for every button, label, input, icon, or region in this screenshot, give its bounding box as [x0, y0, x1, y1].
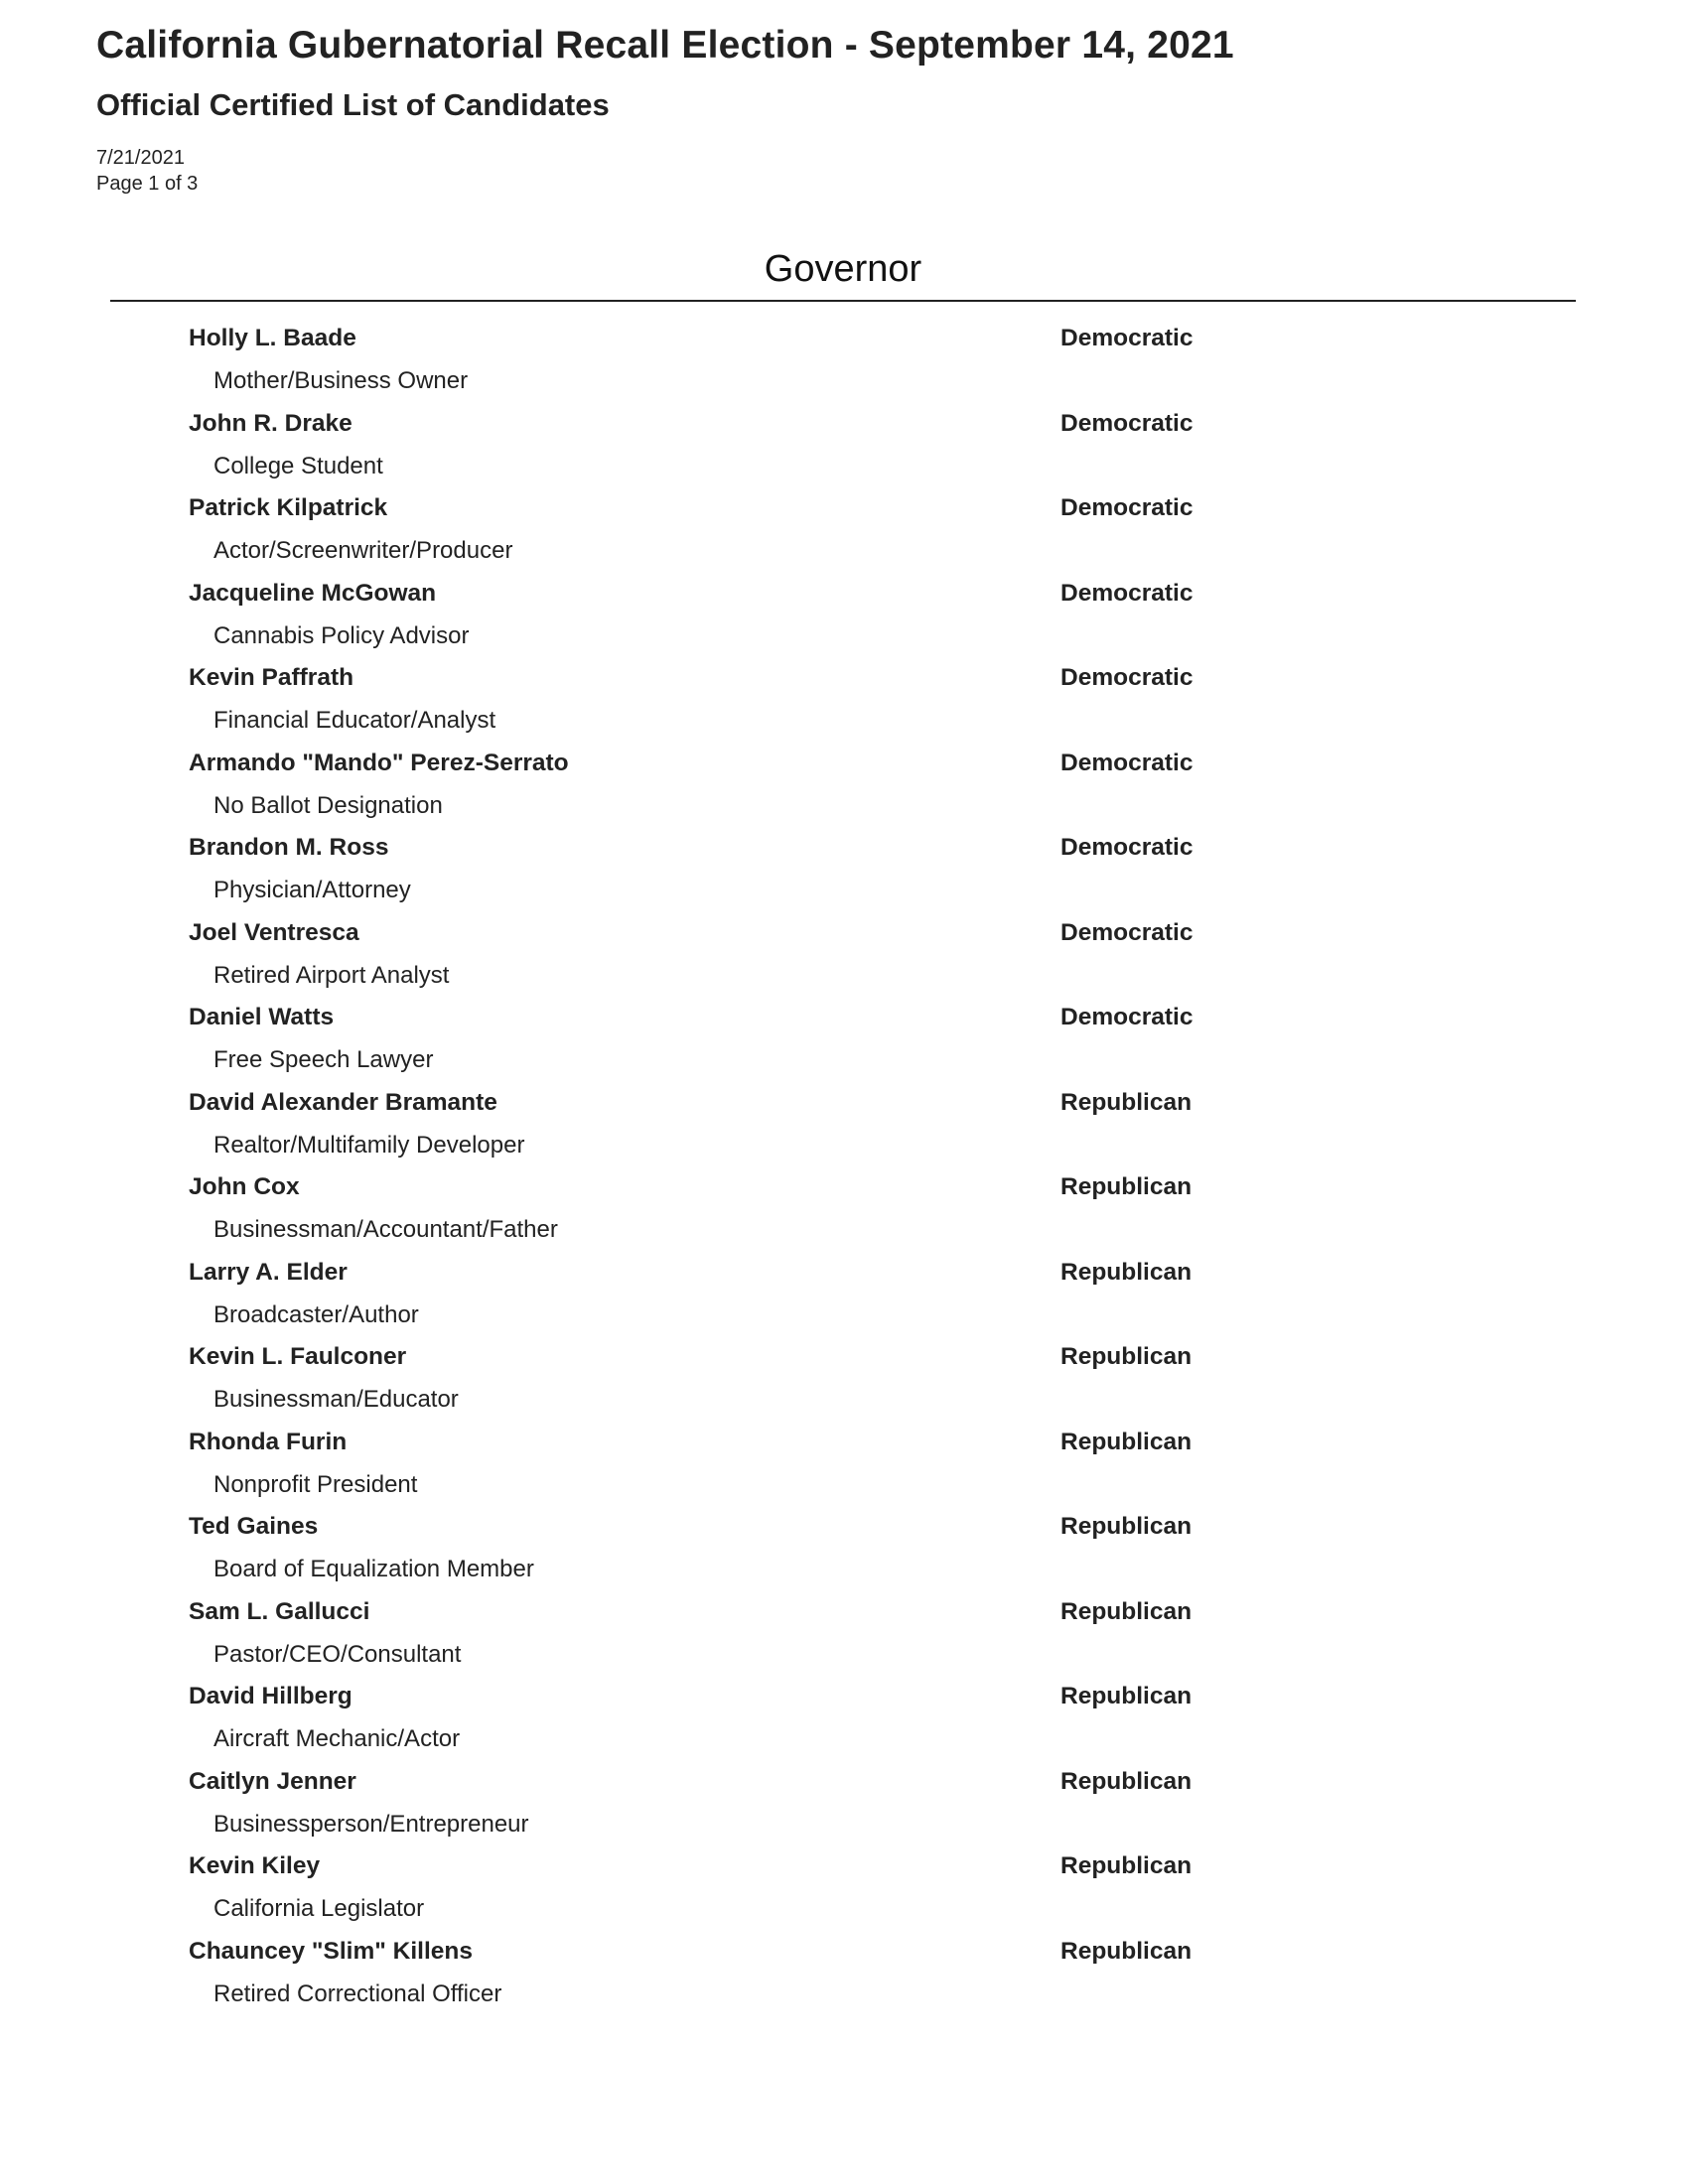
candidate-entry: [110, 1597, 1576, 1683]
candidate-designation: No Ballot Designation: [213, 791, 443, 819]
candidate-name: David Alexander Bramante: [189, 1088, 497, 1116]
candidate-designation: Actor/Screenwriter/Producer: [213, 537, 513, 564]
candidate-party: Democratic: [1060, 409, 1194, 437]
candidate-entry: [110, 1003, 1576, 1088]
candidate-designation: Physician/Attorney: [213, 877, 411, 903]
candidate-entry: [110, 918, 1576, 1004]
candidate-name: Larry A. Elder: [189, 1258, 348, 1286]
candidate-entry: [110, 324, 1576, 409]
candidate-designation: Broadcaster/Author: [213, 1300, 419, 1328]
candidate-entry: [110, 1428, 1576, 1513]
candidate-designation: Financial Educator/Analyst: [213, 707, 496, 734]
candidate-entry: [110, 579, 1576, 664]
list-title: Official Certified List of Candidates: [96, 87, 610, 122]
document-meta: [96, 145, 1586, 197]
candidate-name: John Cox: [189, 1173, 300, 1200]
candidate-entry: [110, 1682, 1576, 1767]
candidate-entry: [110, 1851, 1576, 1937]
candidate-party: Democratic: [1060, 749, 1194, 776]
candidate-party: Democratic: [1060, 834, 1194, 861]
candidate-designation: Retired Airport Analyst: [213, 961, 450, 989]
candidate-party: Republican: [1060, 1513, 1193, 1540]
candidate-entry: [110, 749, 1576, 834]
candidate-name: Patrick Kilpatrick: [189, 494, 388, 521]
candidate-entry: [110, 1088, 1576, 1173]
candidate-party: Democratic: [1060, 1004, 1194, 1030]
office-section-governor: [110, 244, 1576, 2021]
office-title: Governor: [110, 244, 1576, 302]
candidate-designation: Pastor/CEO/Consultant: [213, 1640, 462, 1668]
candidate-entry: [110, 1512, 1576, 1597]
candidate-designation: Aircraft Mechanic/Actor: [213, 1725, 461, 1752]
candidate-party: Democratic: [1060, 579, 1194, 607]
candidate-designation: College Student: [213, 452, 383, 479]
candidate-name: Jacqueline McGowan: [189, 579, 437, 607]
candidate-designation: Board of Equalization Member: [213, 1556, 534, 1582]
candidate-entry: [110, 833, 1576, 918]
candidate-party: Democratic: [1060, 918, 1194, 946]
candidate-name: David Hillberg: [189, 1683, 352, 1709]
candidate-party: Republican: [1060, 1173, 1193, 1200]
candidate-name: Caitlyn Jenner: [189, 1767, 356, 1795]
candidate-designation: Realtor/Multifamily Developer: [213, 1131, 525, 1159]
candidate-entry: [110, 1172, 1576, 1258]
candidate-entry: [110, 1937, 1576, 2022]
page-number: Page 1 of 3: [96, 173, 199, 195]
candidate-entry: [110, 663, 1576, 749]
candidate-party: Democratic: [1060, 494, 1194, 521]
candidate-name: Sam L. Gallucci: [189, 1597, 370, 1625]
candidate-name: Ted Gaines: [189, 1513, 319, 1540]
candidate-entry: [110, 493, 1576, 579]
candidate-party: Republican: [1060, 1767, 1193, 1795]
candidate-party: Republican: [1060, 1852, 1193, 1879]
candidate-list: [110, 324, 1576, 2021]
candidate-name: John R. Drake: [189, 409, 352, 437]
candidate-name: Rhonda Furin: [189, 1428, 348, 1455]
candidate-designation: Businessperson/Entrepreneur: [213, 1810, 529, 1838]
candidate-designation: Retired Correctional Officer: [213, 1979, 502, 2007]
candidate-entry: [110, 1767, 1576, 1852]
candidate-name: Daniel Watts: [189, 1004, 335, 1030]
candidate-name: Holly L. Baade: [189, 325, 356, 351]
candidate-designation: Cannabis Policy Advisor: [213, 621, 470, 649]
candidate-designation: Nonprofit President: [213, 1470, 418, 1498]
candidate-party: Democratic: [1060, 664, 1194, 691]
candidate-party: Republican: [1060, 1428, 1193, 1455]
candidate-entry: [110, 409, 1576, 494]
candidate-designation: Mother/Business Owner: [213, 367, 469, 394]
candidate-party: Republican: [1060, 1937, 1193, 1965]
candidate-party: Democratic: [1060, 325, 1194, 351]
candidate-party: Republican: [1060, 1683, 1193, 1709]
candidate-entry: [110, 1258, 1576, 1343]
candidate-party: Republican: [1060, 1088, 1193, 1116]
election-title: California Gubernatorial Recall Election - September 14, 2021: [96, 24, 1234, 67]
candidate-party: Republican: [1060, 1597, 1193, 1625]
candidate-entry: [110, 1342, 1576, 1428]
candidate-designation: Businessman/Educator: [213, 1386, 459, 1413]
candidate-name: Kevin L. Faulconer: [189, 1343, 407, 1370]
document-date: 7/21/2021: [96, 147, 185, 169]
candidate-party: Republican: [1060, 1258, 1193, 1286]
candidate-name: Armando "Mando" Perez-Serrato: [189, 749, 569, 776]
candidate-name: Kevin Kiley: [189, 1852, 321, 1879]
candidate-name: Kevin Paffrath: [189, 664, 354, 691]
candidate-name: Joel Ventresca: [189, 918, 359, 946]
candidate-designation: Free Speech Lawyer: [213, 1046, 434, 1073]
candidate-designation: California Legislator: [213, 1895, 425, 1922]
candidate-name: Chauncey "Slim" Killens: [189, 1937, 474, 1965]
candidate-designation: Businessman/Accountant/Father: [213, 1216, 558, 1243]
document-header: [96, 22, 1586, 197]
candidate-name: Brandon M. Ross: [189, 834, 389, 861]
candidate-party: Republican: [1060, 1343, 1193, 1370]
